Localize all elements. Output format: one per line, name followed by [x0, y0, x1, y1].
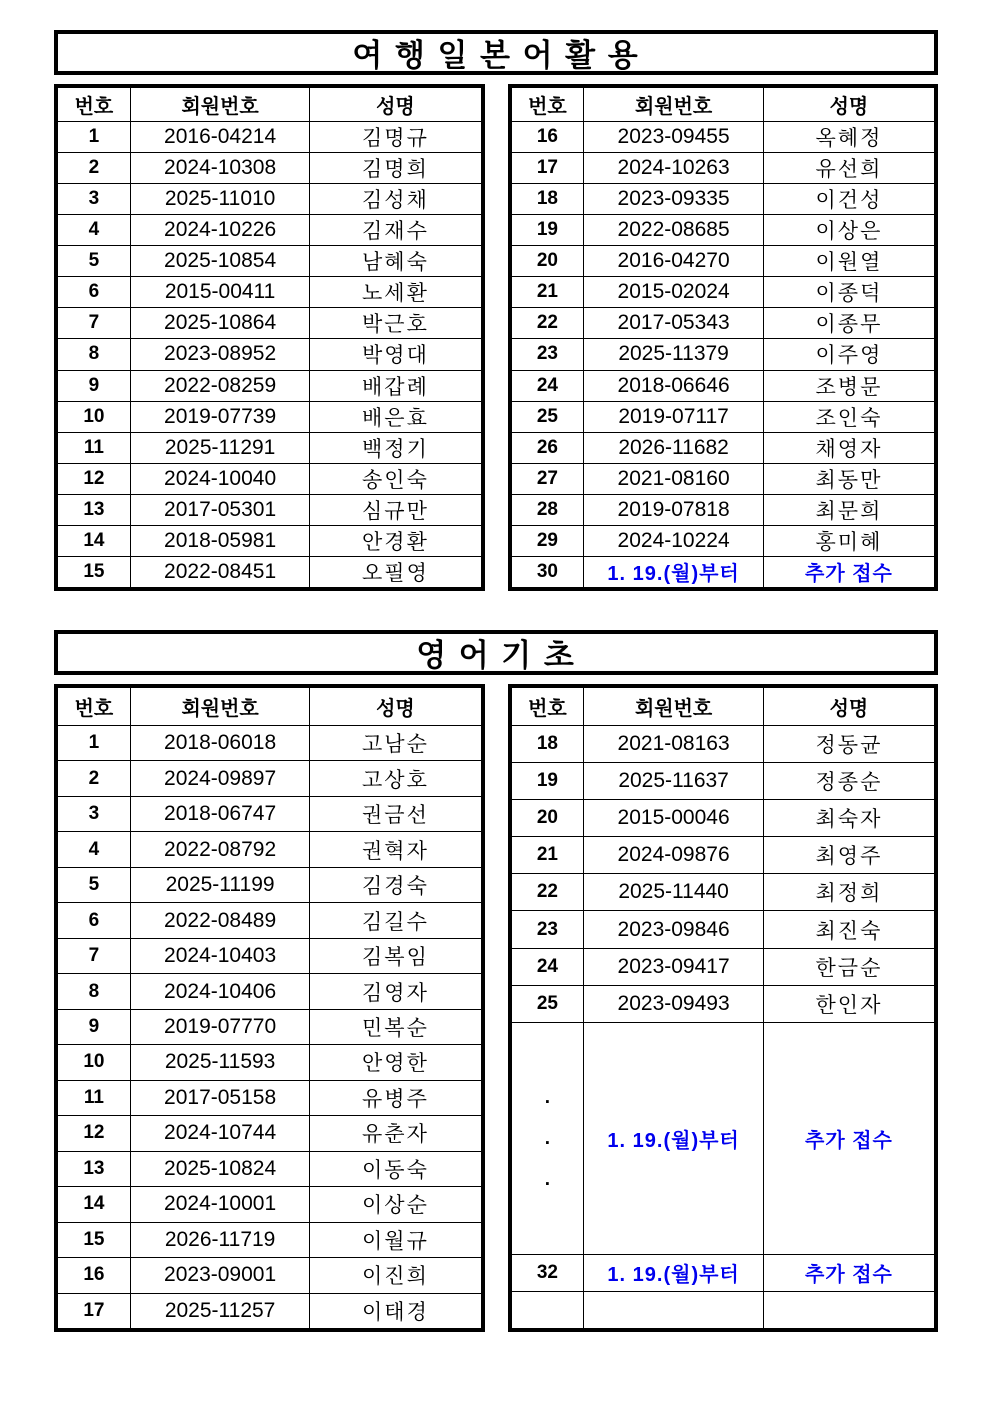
cell-dots — [512, 1023, 584, 1254]
japanese-columns — [54, 84, 938, 591]
cell-name: 이상순 — [309, 1187, 480, 1221]
cell-name: 홍미혜 — [763, 526, 934, 556]
member-row — [512, 276, 935, 307]
member-row — [512, 873, 935, 910]
cell-name: 조병문 — [763, 371, 934, 401]
cell-name: 송인숙 — [309, 464, 480, 494]
cell-member: 2024-10224 — [583, 526, 763, 556]
cell-no: 4 — [88, 219, 100, 241]
cell-no: 23 — [536, 343, 558, 365]
cell-name: 이종덕 — [763, 277, 934, 307]
member-row — [58, 796, 481, 831]
cell-member: 2023-08952 — [130, 339, 310, 369]
cell-member: 2023-09417 — [583, 949, 763, 985]
cell-member: 2022-08259 — [130, 371, 310, 401]
cell-name: 최진숙 — [763, 911, 934, 947]
cell-name: 김경숙 — [309, 868, 480, 902]
cell-member: 2024-10406 — [130, 974, 310, 1008]
cell-name: 권금선 — [309, 797, 480, 831]
section-title-box — [54, 30, 938, 75]
cell-no: 18 — [536, 733, 558, 755]
merged-notice-row — [512, 1022, 935, 1254]
cell-member: 2019-07117 — [583, 402, 763, 432]
english-right-rows — [512, 725, 935, 1328]
cell-member: 2025-11379 — [583, 339, 763, 369]
cell-member: 2024-10263 — [583, 153, 763, 183]
cell-member: 2019-07739 — [130, 402, 310, 432]
cell-no: 12 — [83, 467, 105, 489]
cell-name: 옥혜정 — [763, 122, 934, 152]
cell-no: 19 — [536, 770, 558, 792]
member-row — [512, 370, 935, 401]
cell-name: 정동균 — [763, 726, 934, 762]
member-row — [58, 725, 481, 760]
member-row — [512, 725, 935, 762]
cell-member: 2026-11682 — [583, 433, 763, 463]
cell-name: 추가 접수 — [763, 557, 934, 587]
cell-member: 2017-05301 — [130, 495, 310, 525]
header-member-number: 회원번호 — [130, 88, 310, 121]
cell-member: 2017-05343 — [583, 308, 763, 338]
cell-no: 27 — [536, 467, 558, 489]
cell-name: 안경환 — [309, 526, 480, 556]
cell-name: 유병주 — [309, 1081, 480, 1115]
cell-member: 2015-00411 — [130, 277, 310, 307]
cell-member: 2025-11637 — [583, 763, 763, 799]
cell-no: 24 — [536, 374, 558, 396]
member-row — [512, 799, 935, 836]
cell-member: 2025-11199 — [130, 868, 310, 902]
cell-name: 이주영 — [763, 339, 934, 369]
header-name: 성명 — [309, 88, 480, 121]
cell-name: 노세환 — [309, 277, 480, 307]
cell-name: 이종무 — [763, 308, 934, 338]
cell-name: 이월규 — [309, 1223, 480, 1257]
cell-name: 이상은 — [763, 215, 934, 245]
cell-no: 3 — [88, 188, 100, 210]
cell-no: 13 — [83, 498, 105, 520]
cell-name: 이건성 — [763, 184, 934, 214]
cell-name: 박근호 — [309, 308, 480, 338]
section-travel-japanese — [54, 30, 938, 591]
cell-name: 민복순 — [309, 1010, 480, 1044]
cell-member: 1. 19.(월)부터 — [583, 557, 763, 587]
cell-no: 2 — [88, 157, 100, 179]
header-row — [58, 688, 481, 725]
cell-no: 13 — [83, 1157, 105, 1179]
english-right-table — [508, 684, 939, 1332]
cell-no: 16 — [536, 126, 558, 148]
cell-name: 추가 접수 — [763, 1255, 934, 1291]
section-title: 여 행 일 본 어 활 용 — [352, 38, 640, 73]
header-member-number: 회원번호 — [130, 688, 310, 725]
member-row — [58, 525, 481, 556]
member-row — [58, 1222, 481, 1257]
member-row — [512, 245, 935, 276]
cell-member: 2026-11719 — [130, 1223, 310, 1257]
cell-no: 9 — [88, 374, 100, 396]
cell-no: 1 — [88, 732, 100, 754]
japanese-left-rows — [58, 121, 481, 587]
cell-no: 6 — [88, 281, 100, 303]
cell-name: 남혜숙 — [309, 246, 480, 276]
cell-member: 2025-10854 — [130, 246, 310, 276]
japanese-right-table — [508, 84, 939, 591]
section-title-box — [54, 630, 938, 675]
cell-name: 배갑례 — [309, 371, 480, 401]
member-row — [512, 948, 935, 985]
english-columns — [54, 684, 938, 1332]
member-row — [58, 1009, 481, 1044]
empty-row — [512, 1291, 935, 1328]
cell-member: 2024-10403 — [130, 939, 310, 973]
member-row — [58, 183, 481, 214]
cell-no: 9 — [88, 1015, 100, 1037]
cell-name: 최동만 — [763, 464, 934, 494]
member-row — [512, 401, 935, 432]
member-row — [58, 401, 481, 432]
cell-member: 2024-10040 — [130, 464, 310, 494]
cell-name: 최숙자 — [763, 800, 934, 836]
cell-name: 김명규 — [309, 122, 480, 152]
header-row — [512, 688, 935, 725]
cell-name: 추가 접수 — [763, 1023, 934, 1254]
cell-name: 이동숙 — [309, 1152, 480, 1186]
cell-name: 심규만 — [309, 495, 480, 525]
cell-member: 2022-08489 — [130, 903, 310, 937]
cell-member: 2024-10226 — [130, 215, 310, 245]
cell-name: 유춘자 — [309, 1116, 480, 1150]
cell-no: 23 — [536, 918, 558, 940]
cell-member: 2022-08451 — [130, 557, 310, 587]
cell-no — [512, 1292, 584, 1328]
cell-member: 2019-07770 — [130, 1010, 310, 1044]
member-row — [512, 432, 935, 463]
cell-no: 7 — [88, 945, 100, 967]
dot: . — [544, 1127, 551, 1149]
cell-name: 김명희 — [309, 153, 480, 183]
member-row — [58, 902, 481, 937]
cell-no: 18 — [536, 188, 558, 210]
cell-name: 이태경 — [309, 1294, 480, 1328]
english-left-table — [54, 684, 485, 1332]
cell-name: 박영대 — [309, 339, 480, 369]
header-no: 번호 — [74, 96, 114, 118]
section-title: 영 어 기 초 — [416, 638, 576, 673]
cell-no: 15 — [83, 1228, 105, 1250]
cell-member: 2018-05981 — [130, 526, 310, 556]
cell-name: 한인자 — [763, 986, 934, 1022]
member-row — [58, 432, 481, 463]
cell-no: 22 — [536, 312, 558, 334]
notice-row — [512, 1254, 935, 1291]
cell-no: 3 — [88, 803, 100, 825]
header-no: 번호 — [528, 698, 567, 720]
cell-name: 안영한 — [309, 1045, 480, 1079]
section-basic-english — [54, 630, 938, 1332]
cell-member: 2025-11291 — [130, 433, 310, 463]
cell-member: 2017-05158 — [130, 1081, 310, 1115]
cell-no: 10 — [83, 405, 105, 427]
cell-name: 백정기 — [309, 433, 480, 463]
cell-member: 2015-02024 — [583, 277, 763, 307]
cell-member: 2021-08160 — [583, 464, 763, 494]
header-name: 성명 — [763, 688, 934, 725]
header-member-number: 회원번호 — [583, 88, 763, 121]
document-page — [54, 0, 938, 1332]
cell-no: 4 — [88, 838, 100, 860]
cell-member: 2024-09897 — [130, 761, 310, 795]
member-row — [512, 762, 935, 799]
member-row — [58, 494, 481, 525]
member-row — [58, 245, 481, 276]
cell-member: 2023-09335 — [583, 184, 763, 214]
cell-no: 28 — [536, 498, 558, 520]
cell-member: 2023-09846 — [583, 911, 763, 947]
member-row — [58, 831, 481, 866]
cell-no: 7 — [88, 312, 100, 334]
cell-no: 26 — [536, 436, 558, 458]
japanese-right-rows — [512, 121, 935, 587]
member-row — [58, 1044, 481, 1079]
cell-member: 2024-10744 — [130, 1116, 310, 1150]
cell-member: 2025-10824 — [130, 1152, 310, 1186]
cell-name: 김복임 — [309, 939, 480, 973]
cell-no: 19 — [536, 219, 558, 241]
cell-no: 25 — [536, 992, 558, 1014]
cell-name: 김재수 — [309, 215, 480, 245]
japanese-left-table — [54, 84, 485, 591]
cell-member: 2024-09876 — [583, 837, 763, 873]
cell-no: 17 — [536, 157, 558, 179]
cell-member: 2018-06018 — [130, 726, 310, 760]
cell-member: 2023-09455 — [583, 122, 763, 152]
cell-name: 이원열 — [763, 246, 934, 276]
member-row — [512, 183, 935, 214]
member-row — [58, 1151, 481, 1186]
dot: . — [544, 1086, 551, 1108]
cell-member: 2016-04214 — [130, 122, 310, 152]
member-row — [58, 973, 481, 1008]
cell-no: 11 — [83, 1086, 104, 1108]
member-row — [58, 556, 481, 587]
member-row — [512, 152, 935, 183]
cell-member: 2023-09493 — [583, 986, 763, 1022]
cell-name: 정종순 — [763, 763, 934, 799]
cell-member: 2025-10864 — [130, 308, 310, 338]
cell-name: 오필영 — [309, 557, 480, 587]
cell-name: 김성채 — [309, 184, 480, 214]
cell-no: 14 — [83, 529, 105, 551]
english-left-rows — [58, 725, 481, 1328]
cell-no: 17 — [83, 1299, 105, 1321]
cell-member: 2025-11440 — [583, 874, 763, 910]
cell-name: 고상호 — [309, 761, 480, 795]
member-row — [512, 121, 935, 152]
header-row — [512, 88, 935, 121]
member-row — [58, 938, 481, 973]
cell-name: 유선희 — [763, 153, 934, 183]
cell-no: 8 — [88, 980, 100, 1002]
cell-member: 2022-08792 — [130, 832, 310, 866]
cell-member: 2022-08685 — [583, 215, 763, 245]
cell-no: 21 — [536, 844, 558, 866]
cell-name: 배은효 — [309, 402, 480, 432]
cell-no: 14 — [83, 1193, 105, 1215]
header-no: 번호 — [74, 698, 114, 720]
member-row — [58, 463, 481, 494]
member-row — [58, 370, 481, 401]
dot: . — [544, 1168, 551, 1190]
cell-name: 채영자 — [763, 433, 934, 463]
header-name: 성명 — [763, 88, 934, 121]
cell-no: 1 — [88, 126, 100, 148]
member-row — [58, 1293, 481, 1328]
member-row — [512, 463, 935, 494]
cell-member: 2023-09001 — [130, 1258, 310, 1292]
member-row — [512, 525, 935, 556]
cell-name: 김길수 — [309, 903, 480, 937]
member-row — [58, 276, 481, 307]
member-row — [512, 985, 935, 1022]
cell-no: 22 — [536, 881, 558, 903]
cell-member: 2025-11010 — [130, 184, 310, 214]
member-row — [58, 214, 481, 245]
member-row — [512, 494, 935, 525]
cell-no: 8 — [88, 343, 100, 365]
cell-no: 2 — [88, 767, 100, 789]
cell-name: 권혁자 — [309, 832, 480, 866]
member-row — [58, 867, 481, 902]
cell-no: 15 — [83, 560, 105, 582]
cell-member — [583, 1292, 763, 1328]
cell-member: 2019-07818 — [583, 495, 763, 525]
cell-member: 1. 19.(월)부터 — [583, 1023, 763, 1254]
cell-no: 21 — [536, 281, 558, 303]
member-row — [58, 307, 481, 338]
member-row — [512, 836, 935, 873]
cell-member: 2015-00046 — [583, 800, 763, 836]
header-name: 성명 — [309, 688, 480, 725]
cell-no: 24 — [536, 955, 558, 977]
cell-no: 11 — [83, 436, 104, 458]
cell-no: 12 — [83, 1122, 105, 1144]
cell-no: 5 — [88, 250, 100, 272]
cell-no: 20 — [536, 250, 558, 272]
cell-name: 고남순 — [309, 726, 480, 760]
cell-name: 최문희 — [763, 495, 934, 525]
member-row — [58, 1186, 481, 1221]
header-no: 번호 — [528, 96, 567, 118]
cell-name: 김영자 — [309, 974, 480, 1008]
cell-no: 20 — [536, 807, 558, 829]
cell-member: 2018-06646 — [583, 371, 763, 401]
cell-name: 최영주 — [763, 837, 934, 873]
member-row — [58, 1257, 481, 1292]
cell-no: 30 — [536, 560, 558, 582]
member-row — [58, 338, 481, 369]
cell-no: 5 — [88, 874, 100, 896]
member-row — [512, 910, 935, 947]
cell-name — [763, 1292, 934, 1328]
member-row — [512, 307, 935, 338]
member-row — [58, 1115, 481, 1150]
member-row — [58, 121, 481, 152]
cell-member: 2025-11593 — [130, 1045, 310, 1079]
cell-no: 25 — [536, 405, 558, 427]
header-row — [58, 88, 481, 121]
cell-member: 2016-04270 — [583, 246, 763, 276]
cell-no: 10 — [83, 1051, 105, 1073]
notice-row — [512, 556, 935, 587]
cell-no: 16 — [83, 1264, 105, 1286]
cell-no: 6 — [88, 909, 100, 931]
cell-member: 2021-08163 — [583, 726, 763, 762]
member-row — [58, 1080, 481, 1115]
member-row — [58, 152, 481, 183]
cell-name: 한금순 — [763, 949, 934, 985]
cell-member: 2024-10001 — [130, 1187, 310, 1221]
cell-member: 2024-10308 — [130, 153, 310, 183]
cell-no: 32 — [536, 1261, 558, 1283]
cell-name: 최정희 — [763, 874, 934, 910]
cell-name: 이진희 — [309, 1258, 480, 1292]
header-member-number: 회원번호 — [583, 688, 763, 725]
cell-no: 29 — [536, 529, 558, 551]
member-row — [58, 760, 481, 795]
cell-member: 2018-06747 — [130, 797, 310, 831]
cell-member: 1. 19.(월)부터 — [583, 1255, 763, 1291]
cell-name: 조인숙 — [763, 402, 934, 432]
member-row — [512, 214, 935, 245]
cell-member: 2025-11257 — [130, 1294, 310, 1328]
member-row — [512, 338, 935, 369]
